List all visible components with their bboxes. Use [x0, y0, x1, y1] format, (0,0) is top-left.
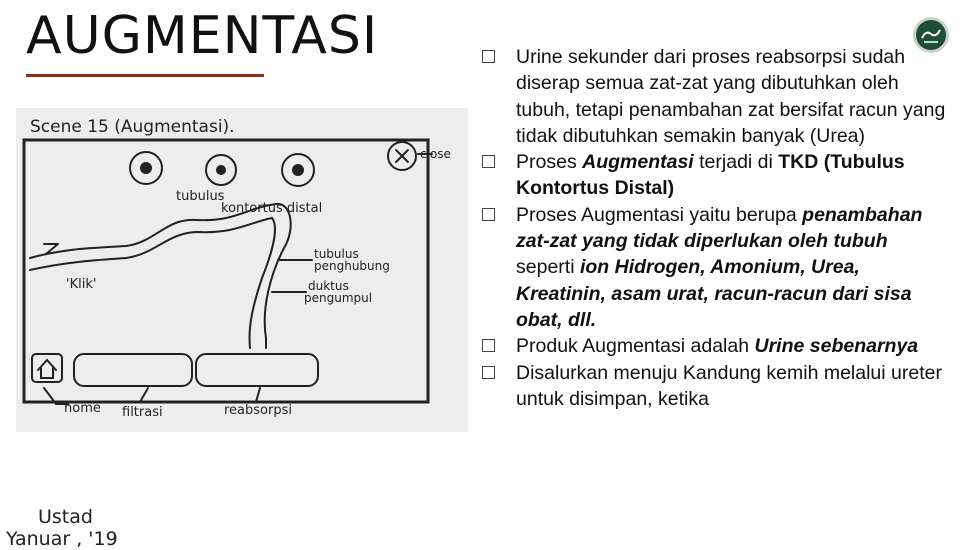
label-klik: 'Klik' — [66, 277, 97, 292]
label-close: close — [420, 147, 451, 161]
title-underline-left — [26, 74, 66, 77]
bullet-text-segment: seperti — [516, 256, 580, 279]
label-tubulus-distal-1: tubulus — [176, 189, 225, 204]
bullet-item — [480, 360, 950, 413]
label-reabsorpsi: reabsorpsi — [224, 403, 292, 418]
checkbox-bullet-icon — [482, 155, 495, 168]
checkbox-bullet-icon — [482, 208, 495, 221]
sketch-diagram — [16, 108, 468, 432]
author-line-1: Ustad — [38, 506, 93, 528]
checkbox-bullet-icon — [482, 50, 495, 63]
bullet-text-segment: TKD (Tubulus Kontortus Distal) — [516, 151, 905, 200]
label-tubulus-penghubung-2: penghubung — [314, 259, 390, 273]
bullet-text-segment: Produk Augmentasi adalah — [516, 335, 755, 358]
bullet-item — [480, 44, 950, 149]
bullet-text-segment: Proses — [516, 151, 583, 174]
bullet-text-segment: penambahan zat-zat yang tidak diperlukan oleh tubuh — [516, 203, 923, 253]
label-home: home — [64, 401, 101, 416]
bullet-text-segment: Proses Augmentasi yaitu berupa — [516, 203, 803, 226]
bullet-text-segment: Urine sebenarnya — [754, 335, 919, 358]
bullet-item — [480, 149, 950, 202]
label-tubulus-distal-2: kontortus distal — [221, 201, 323, 216]
bullet-item — [480, 202, 950, 333]
bullet-text-segment: Urine sekunder dari proses reabsorpsi sudah diserap semua zat-zat yang dibutuhkan oleh tubuh, tetapi penambahan zat bersifat racun yang tidak dibutuhkan semakin banyak (Urea) — [516, 46, 946, 147]
sketch-heading: Scene 15 (Augmentasi). — [30, 117, 235, 137]
label-duktus-1: duktus — [308, 279, 349, 293]
slide-title: AUGMENTASI — [26, 6, 379, 66]
title-underline — [66, 74, 264, 77]
bullet-item — [480, 333, 950, 359]
bullet-text-segment: Disalurkan menuju Kandung kemih melalui ureter untuk disimpan, ketika — [516, 361, 942, 410]
label-duktus-2: pengumpul — [304, 291, 373, 305]
checkbox-bullet-icon — [482, 366, 495, 379]
label-filtrasi: filtrasi — [122, 405, 163, 420]
bullet-list — [480, 44, 950, 412]
bullet-text-segment: terjadi di — [693, 151, 779, 174]
bullet-text-segment: ion Hidrogen, Amonium, Urea, Kreatinin, asam urat, racun-racun dari sisa obat, dll. — [516, 256, 912, 331]
author-line-2: Yanuar , '19 — [6, 528, 118, 550]
bullet-text-segment: Augmentasi — [582, 151, 694, 174]
checkbox-bullet-icon — [482, 339, 495, 352]
label-tubulus-penghubung-1: tubulus — [314, 247, 359, 261]
